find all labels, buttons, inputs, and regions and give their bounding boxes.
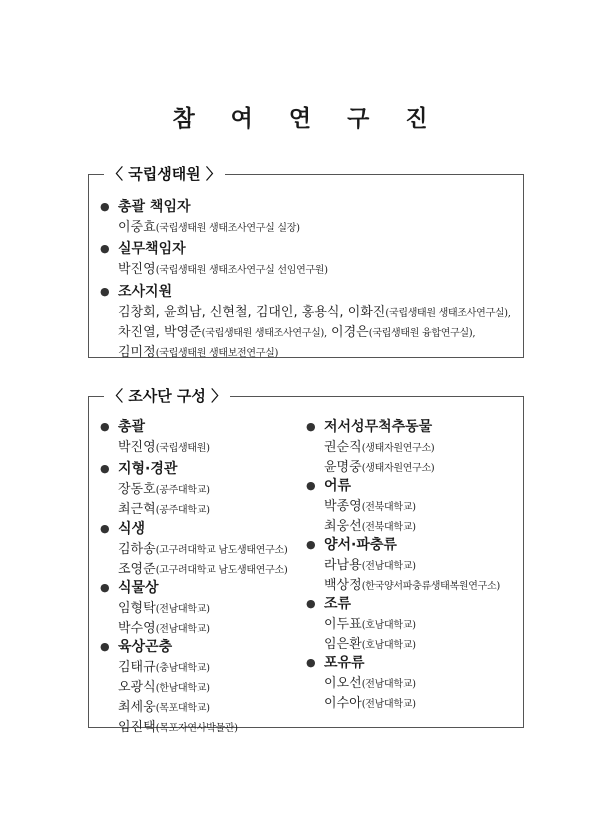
member-line — [118, 260, 328, 280]
role-label: 조류 — [324, 596, 352, 612]
team-group-insects — [100, 638, 238, 738]
member-affiliation: (호남대학교) — [361, 640, 416, 651]
member-line — [324, 556, 500, 576]
role-heading — [100, 198, 300, 216]
role-label: 식생 — [118, 521, 146, 537]
role-heading — [306, 536, 500, 554]
role-label: 양서·파충류 — [324, 537, 397, 553]
member-line — [324, 438, 434, 458]
bullet-icon: ● — [100, 640, 110, 653]
team-group-flora — [100, 579, 210, 639]
member-affiliation: (전남대학교) — [361, 561, 416, 572]
role-label: 어류 — [324, 478, 352, 494]
member-name: 김미정 — [118, 345, 156, 360]
member-affiliation: (국립생태원 생태조사연구실 실장) — [155, 223, 300, 234]
member-line — [118, 658, 238, 678]
member-name: 차진열, 박영준 — [118, 325, 202, 340]
role-heading — [100, 283, 511, 301]
bullet-icon: ● — [100, 242, 110, 255]
member-affiliation: (전북대학교) — [361, 502, 416, 513]
member-affiliation: (고구려대학교 남도생태연구소) — [155, 565, 288, 576]
role-heading — [306, 477, 416, 495]
member-affiliation: (한남대학교) — [155, 683, 210, 694]
member-line — [118, 540, 287, 560]
member-affiliation: (전남대학교) — [361, 699, 416, 710]
member-affiliation: (국립생태원 생태보전연구실) — [155, 348, 279, 359]
member-name: 오광식 — [118, 680, 156, 695]
member-affiliation: (국립생태원 융합연구실), — [368, 328, 476, 339]
bullet-icon: ● — [100, 581, 110, 594]
member-name: 임진택 — [118, 720, 156, 735]
team-group-herptiles — [306, 536, 500, 596]
role-group-manager — [100, 240, 328, 280]
member-line — [118, 599, 210, 619]
role-group-support — [100, 283, 511, 363]
role-label: 조사지원 — [118, 284, 173, 300]
role-label: 저서성무척추동물 — [324, 419, 433, 435]
role-label: 포유류 — [324, 655, 365, 671]
member-name: 박수영 — [118, 621, 156, 636]
member-affiliation: (국립생태원) — [155, 443, 210, 454]
bullet-icon: ● — [100, 285, 110, 298]
member-affiliation: (국립생태원 생태조사연구실), — [201, 328, 327, 339]
member-affiliation: (목포자연사박물관) — [155, 723, 238, 734]
bullet-icon: ● — [100, 462, 110, 475]
role-group-chief — [100, 198, 300, 238]
member-affiliation: (전남대학교) — [155, 624, 210, 635]
member-name: 라남용 — [324, 558, 362, 573]
role-heading — [100, 240, 328, 258]
member-affiliation: (전북대학교) — [361, 522, 416, 533]
member-line — [118, 480, 210, 500]
bullet-icon: ● — [306, 479, 316, 492]
team-group-fish — [306, 477, 416, 537]
member-line — [324, 674, 416, 694]
member-name: 이오선 — [324, 676, 362, 691]
role-label: 식물상 — [118, 580, 159, 596]
member-affiliation: (공주대학교) — [155, 505, 210, 516]
member-affiliation: (목포대학교) — [155, 703, 210, 714]
member-name: 이두표 — [324, 617, 362, 632]
member-affiliation: (전남대학교) — [361, 679, 416, 690]
member-line — [118, 343, 511, 363]
team-group-birds — [306, 595, 416, 655]
member-name: 조영준 — [118, 562, 156, 577]
role-heading — [100, 418, 210, 436]
team-group-benthic — [306, 418, 435, 478]
member-line — [324, 576, 500, 596]
bullet-icon: ● — [306, 597, 316, 610]
member-line — [118, 718, 238, 738]
member-line — [324, 615, 416, 635]
member-name: 박진영 — [118, 262, 156, 277]
member-name: 이수아 — [324, 696, 362, 711]
page-title: 참 여 연 구 진 — [172, 106, 442, 132]
role-heading — [100, 638, 238, 656]
member-affiliation: (국립생태원 생태조사연구실), — [385, 308, 511, 319]
member-affiliation: (공주대학교) — [155, 485, 210, 496]
team-group-mammals — [306, 654, 416, 714]
member-affiliation: (호남대학교) — [361, 620, 416, 631]
team-group-landform — [100, 460, 210, 520]
member-name: 임형탁 — [118, 601, 156, 616]
member-line — [324, 635, 416, 655]
member-name: 김창회, 윤희남, 신현철, 김대인, 홍용식, 이화진 — [118, 305, 386, 320]
member-name: 최웅선 — [324, 519, 362, 534]
member-line — [118, 218, 300, 238]
member-line — [118, 678, 238, 698]
role-label: 지형·경관 — [118, 461, 178, 477]
member-line — [118, 560, 287, 580]
member-line — [324, 497, 416, 517]
member-affiliation: (생태자원연구소) — [361, 443, 435, 454]
member-name: 임은환 — [324, 637, 362, 652]
member-name: 최세웅 — [118, 700, 156, 715]
member-name: 백상정 — [324, 578, 362, 593]
member-line — [324, 694, 416, 714]
member-line — [118, 303, 511, 323]
member-line — [118, 438, 210, 458]
member-affiliation: (고구려대학교 남도생태연구소) — [155, 545, 288, 556]
member-name: 이경은 — [326, 325, 369, 340]
member-name: 권순직 — [324, 440, 362, 455]
team-group-general — [100, 418, 210, 458]
member-affiliation: (한국양서파충류생태복원연구소) — [361, 581, 500, 592]
role-label: 실무책임자 — [118, 241, 186, 257]
member-line — [324, 458, 434, 478]
member-affiliation: (생태자원연구소) — [361, 463, 435, 474]
role-label: 총괄 — [118, 419, 146, 435]
member-name: 박종영 — [324, 499, 362, 514]
member-line — [118, 500, 210, 520]
member-name: 김태규 — [118, 660, 156, 675]
member-name: 이중효 — [118, 220, 156, 235]
section-heading-survey-team: 〈 조사단 구성 〉 — [104, 386, 230, 406]
member-name: 최근혁 — [118, 502, 156, 517]
member-name: 김하송 — [118, 542, 156, 557]
role-heading — [100, 520, 287, 538]
member-name: 윤명중 — [324, 460, 362, 475]
bullet-icon: ● — [100, 522, 110, 535]
bullet-icon: ● — [306, 656, 316, 669]
member-name: 박진영 — [118, 440, 156, 455]
role-label: 육상곤충 — [118, 639, 173, 655]
bullet-icon: ● — [100, 420, 110, 433]
member-line — [118, 698, 238, 718]
role-heading — [306, 654, 416, 672]
member-line — [324, 517, 416, 537]
bullet-icon: ● — [306, 420, 316, 433]
member-line — [118, 619, 210, 639]
member-name: 장동호 — [118, 482, 156, 497]
member-line — [118, 323, 511, 343]
member-affiliation: (국립생태원 생태조사연구실 선임연구원) — [155, 265, 328, 276]
role-heading — [100, 460, 210, 478]
team-group-vegetation — [100, 520, 288, 580]
role-heading — [306, 595, 416, 613]
role-label: 총괄 책임자 — [118, 199, 191, 215]
role-heading — [306, 418, 434, 436]
member-affiliation: (전남대학교) — [155, 604, 210, 615]
member-affiliation: (충남대학교) — [155, 663, 210, 674]
section-heading-nie: 〈 국립생태원 〉 — [104, 164, 225, 184]
bullet-icon: ● — [306, 538, 316, 551]
bullet-icon: ● — [100, 200, 110, 213]
role-heading — [100, 579, 210, 597]
